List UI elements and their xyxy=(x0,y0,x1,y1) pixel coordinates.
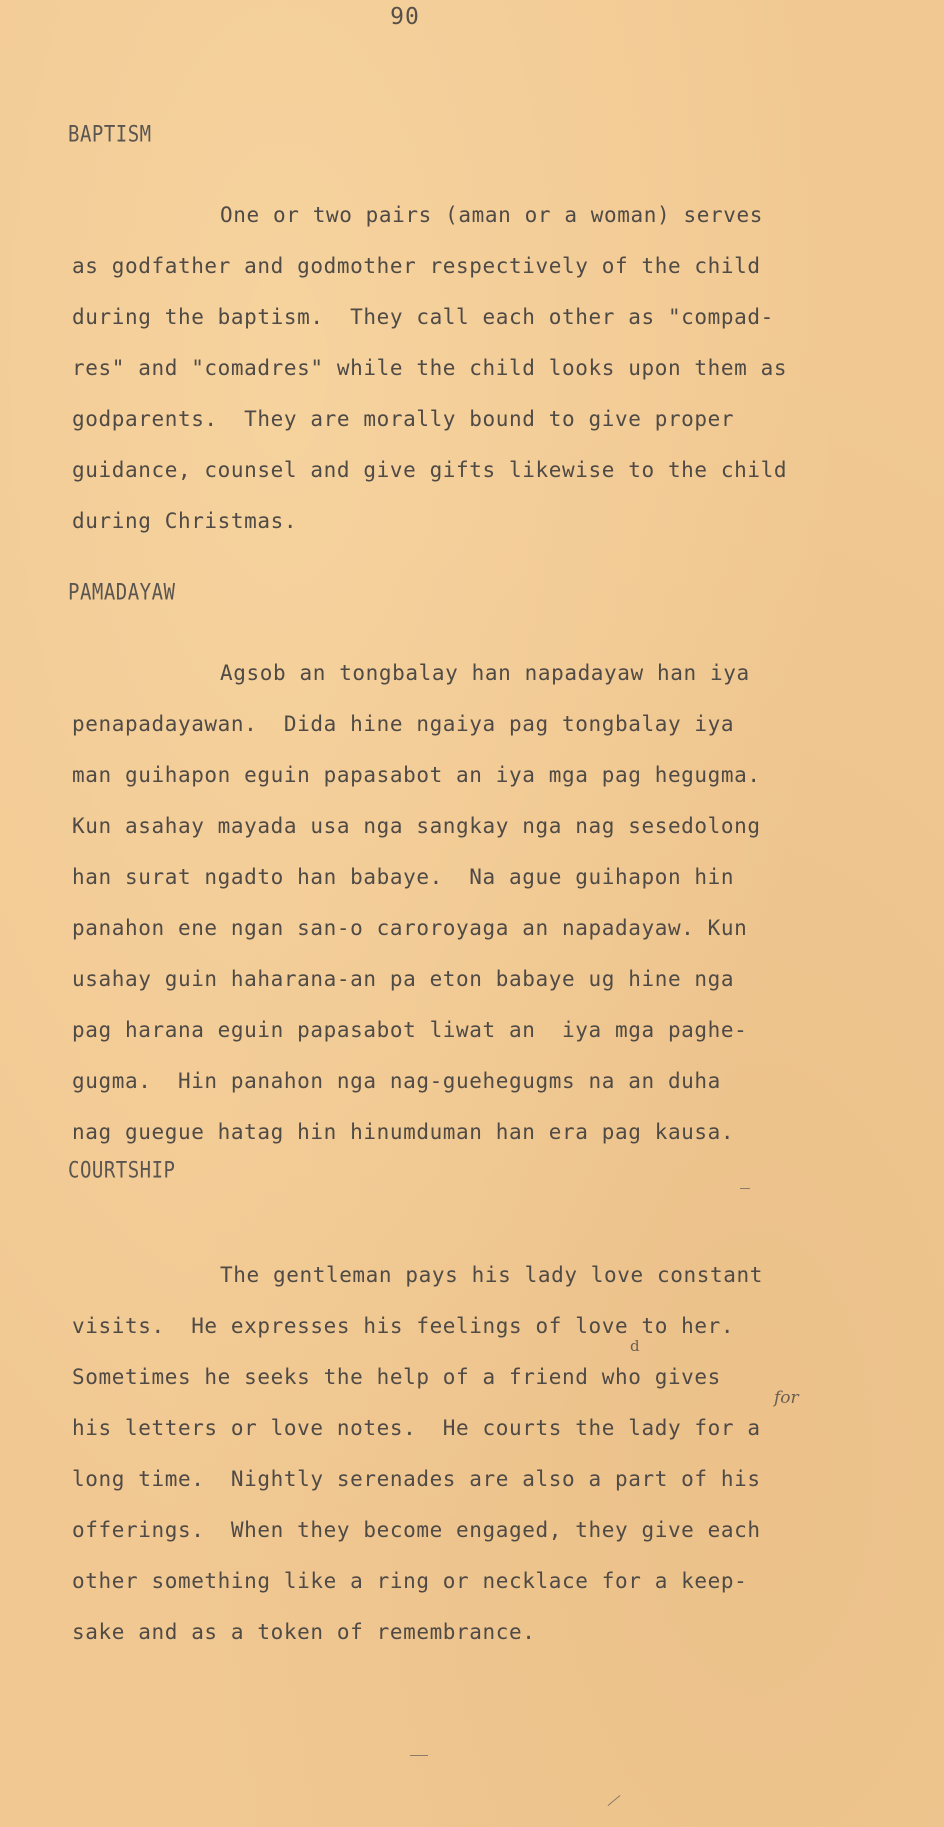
paragraph-line: as godfather and godmother respectively of the child xyxy=(72,254,761,278)
paragraph-line: The gentleman pays his lady love constant xyxy=(220,1263,763,1287)
paragraph-line: offerings. When they become engaged, they give each xyxy=(72,1518,761,1542)
paragraph-line: man guihapon eguin papasabot an iya mga pag hegugma. xyxy=(72,763,761,787)
paragraph-courtship xyxy=(72,1250,912,1658)
paragraph-baptism xyxy=(72,190,912,547)
paragraph-line: Agsob an tongbalay han napadayaw han iya xyxy=(220,661,750,685)
section-heading-baptism: BAPTISM xyxy=(68,122,152,148)
section-heading-courtship: COURTSHIP xyxy=(68,1158,176,1184)
paragraph-line: his letters or love notes. He courts the lady for a xyxy=(72,1416,761,1440)
paragraph-pamadayaw xyxy=(72,648,912,1158)
paragraph-line: godparents. They are morally bound to give proper xyxy=(72,407,735,431)
handwritten-insert-d: d xyxy=(630,1337,640,1355)
paragraph-line: panahon ene ngan san-o caroroyaga an napadayaw. Kun xyxy=(72,916,748,940)
paragraph-line: penapadayawan. Dida hine ngaiya pag tongbalay iya xyxy=(72,712,735,736)
paragraph-line: usahay guin haharana-an pa eton babaye ug hine nga xyxy=(72,967,735,991)
handwritten-insert-for: for xyxy=(774,1388,799,1408)
paragraph-line: guidance, counsel and give gifts likewise to the child xyxy=(72,458,788,482)
paragraph-line: during the baptism. They call each other as "compad- xyxy=(72,305,774,329)
paragraph-line: Kun asahay mayada usa nga sangkay nga nag sesedolong xyxy=(72,814,761,838)
paragraph-line: Sometimes he seeks the help of a friend who gives xyxy=(72,1365,721,1389)
paragraph-line: One or two pairs (aman or a woman) serves xyxy=(220,203,763,227)
section-heading-pamadayaw: PAMADAYAW xyxy=(68,580,176,606)
page-number: 90 xyxy=(390,4,420,30)
paragraph-line: gugma. Hin panahon nga nag-guehegugms na an duha xyxy=(72,1069,721,1093)
paragraph-line: res" and "comadres" while the child looks upon them as xyxy=(72,356,788,380)
paragraph-line: han surat ngadto han babaye. Na ague guihapon hin xyxy=(72,865,735,889)
paper-mark xyxy=(740,1188,750,1189)
paragraph-line: pag harana eguin papasabot liwat an iya mga paghe- xyxy=(72,1018,748,1042)
paragraph-line: visits. He expresses his feelings of love to her. xyxy=(72,1314,735,1338)
paper-mark xyxy=(608,1795,621,1806)
paper-mark xyxy=(410,1755,428,1756)
paragraph-line: nag guegue hatag hin hinumduman han era pag kausa. xyxy=(72,1120,735,1144)
paragraph-line: other something like a ring or necklace for a keep- xyxy=(72,1569,748,1593)
paragraph-line: during Christmas. xyxy=(72,509,298,533)
paragraph-line: sake and as a token of remembrance. xyxy=(72,1620,536,1644)
paragraph-line: long time. Nightly serenades are also a part of his xyxy=(72,1467,761,1491)
